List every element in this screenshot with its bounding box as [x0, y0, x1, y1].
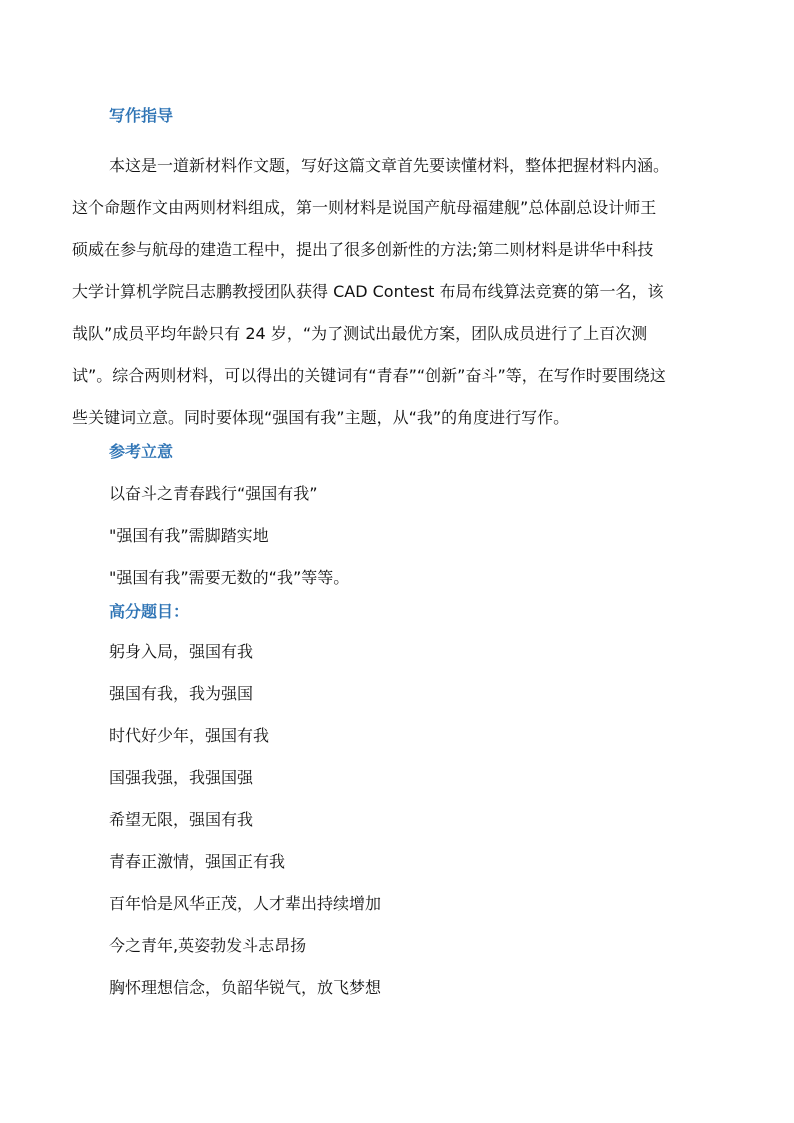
list-item: 胸怀理想信念，负韶华锐气，放飞梦想 [109, 978, 382, 997]
list-item: 希望无限，强国有我 [109, 810, 254, 829]
paragraph-line: 哉队”成员平均年龄只有 24 岁，“为了测试出最优方案，团队成员进行了上百次测 [72, 324, 648, 343]
paragraph-line: 本这是一道新材料作文题，写好这篇文章首先要读懂材料，整体把握材料内涵。 [109, 156, 670, 175]
paragraph-line: 试”。综合两则材料，可以得出的关键词有“青春”“创新”奋斗”等，在写作时要围绕这 [72, 366, 666, 385]
list-item: 时代好少年，强国有我 [109, 726, 270, 745]
list-item: 青春正激情，强国正有我 [109, 852, 286, 871]
list-item: 国强我强，我强国强 [109, 768, 254, 787]
high-score-titles-list [72, 631, 724, 1009]
list-item: 以奋斗之青春践行“强国有我” [109, 484, 318, 503]
list-item: 今之青年,英姿勃发斗志昂扬 [109, 936, 307, 955]
list-item: "强国有我”需要无数的“我”等等。 [109, 568, 350, 587]
writing-guide-paragraph [72, 145, 724, 439]
list-item: "强国有我”需脚踏实地 [109, 526, 269, 545]
paragraph-line: 大学计算机学院吕志鹏教授团队获得 CAD Contest 布局布线算法竞赛的第一名，该 [72, 282, 664, 301]
section-heading-writing-guide: 写作指导 [109, 106, 174, 125]
list-item: 强国有我，我为强国 [109, 684, 254, 703]
list-item: 躬身入局，强国有我 [109, 642, 254, 661]
paragraph-line: 这个命题作文由两则材料组成，第一则材料是说国产航母福建舰”总体副总设计师王 [72, 198, 657, 217]
paragraph-line: 硕威在参与航母的建造工程中，提出了很多创新性的方法;第二则材料是讲华中科技 [72, 240, 654, 259]
reference-theme-list [72, 473, 724, 599]
section-heading-high-score-titles: 高分题目： [109, 602, 190, 621]
list-item: 百年恰是风华正茂，人才辈出持续增加 [109, 894, 382, 913]
paragraph-line: 些关键词立意。同时要体现“强国有我”主题，从“我”的角度进行写作。 [72, 408, 570, 427]
section-heading-reference-theme: 参考立意 [109, 442, 174, 461]
